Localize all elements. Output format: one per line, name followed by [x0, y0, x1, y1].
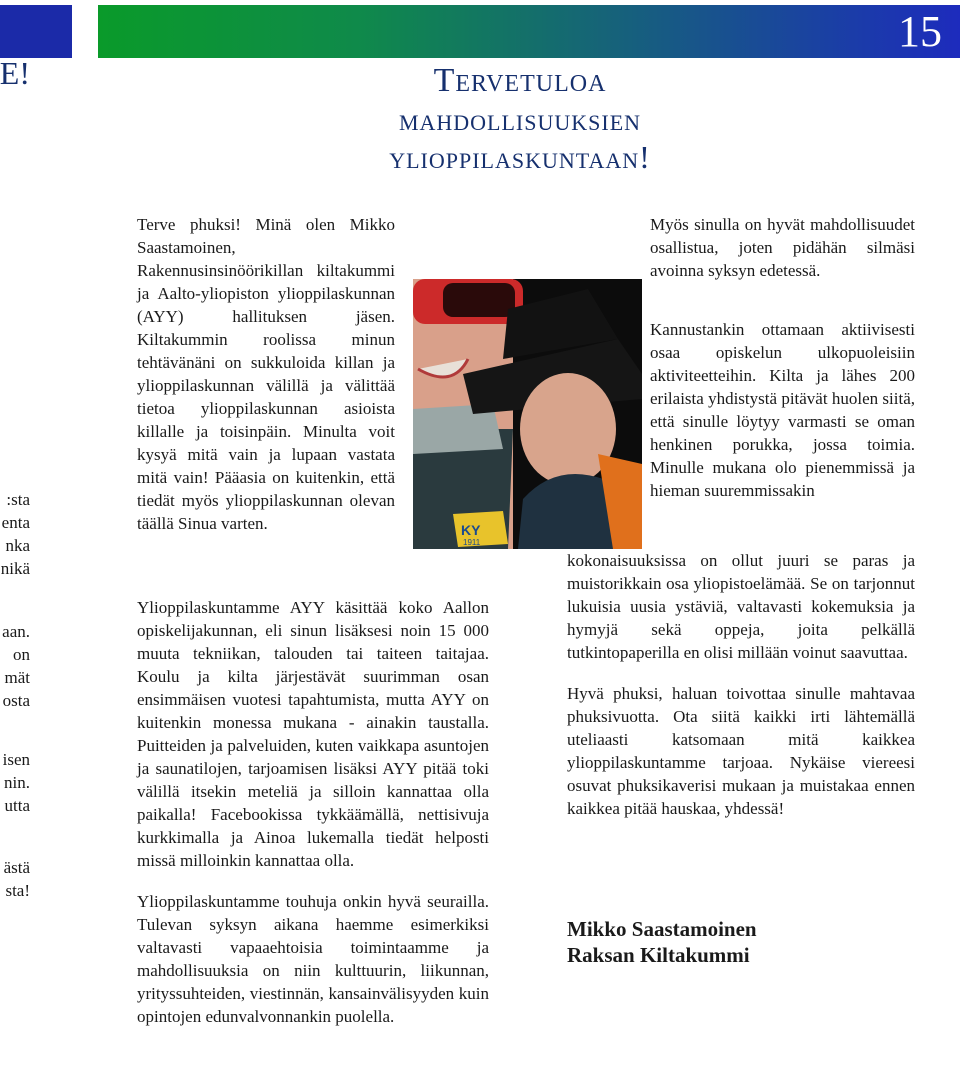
signature-name: Mikko Saastamoinen [567, 917, 757, 941]
title-line: mahdollisuuksien [398, 101, 642, 137]
article-title [340, 62, 700, 176]
adjacent-text-fragment: mät [4, 668, 30, 687]
header-bar [98, 5, 960, 58]
article-paragraph: Ylioppilaskuntamme touhuja onkin hyvä seurailla. Tulevan syksyn aikana haemme esimerkiksi valtavasti vapaaehtoisia toimintaamme ja mahdollisuuksia on niin kulttuurin, liikunnan, yrityssuhteiden, viestinnän, kansainvälisyyden kuin opintojen edunvalvonnankin puolella. [137, 892, 489, 1026]
article-paragraph: Ylioppilaskuntamme AYY käsittää koko Aallon opiskelijakunnan, eli sinun lisäksesi noin 15 000 muuta tekniikan, talouden tai taiteen taitajaa. Koulu ja kilta järjestävät suurimman osan ensimmäisen vuotesi tapahtumista, mutta AYY on kuitenkin monessa mukana - ainakin taustalla. Puitteiden ja palveluiden, kuten vaikkapa asuntojen ja saunatilojen, tarjoamisen lisäksi AYY pitää toki välillä itsekin meteliä ja silloin kannattaa olla paikalla! Facebookissa tykkäämällä, nettisivuja kurkkimalla ja Ainoa lukemalla tiedät helposti missä milloinkin kannattaa olla. [137, 598, 489, 870]
adjacent-text-fragment: aan. [2, 622, 30, 641]
adjacent-text-fragment: nikä [0, 559, 30, 578]
adjacent-text-fragment: sta! [5, 881, 30, 900]
adjacent-text-fragment: :sta [6, 490, 30, 509]
portrait-photo [413, 279, 642, 549]
title-line: Tervetuloa [433, 62, 607, 99]
patch-year: 1911 [463, 538, 481, 547]
adjacent-text-fragment: nin. [4, 773, 30, 792]
patch-text: KY [461, 522, 481, 538]
signature [567, 916, 757, 968]
article-paragraph: Kannustankin ottamaan aktiivisesti osaa opiskelun ulkopuoleisiin aktiviteetteihin. Kilta ja lähes 200 erilaista yhdistystä pitävät huolen siitä, että sinulle löytyy varmasti se oman henkinen porukka, jossa toimia. Minulle mukana olo pienemmissä ja hieman suuremmissakin [650, 320, 915, 500]
adjacent-text-fragment: nka [5, 536, 30, 555]
adjacent-text-fragment: isen [2, 750, 30, 769]
article-paragraph: Hyvä phuksi, haluan toivottaa sinulle mahtavaa phuksivuotta. Ota siitä kaikki irti lähtemällä uteliaasti katsomaan mitä kaikkea ylioppilaskuntamme tarjoaa. Nykäise viereesi osuvat phuksikaverisi mukaan ja muistakaa ennen kaikkea pitää hauskaa, yhdessä! [567, 684, 915, 818]
adjacent-page-edge [0, 0, 34, 1092]
adjacent-text-fragment: on [13, 645, 30, 664]
title-line: ylioppilaskuntaan! [389, 139, 651, 175]
adjacent-page-title-fragment: E! [0, 55, 30, 91]
adjacent-text-fragment: osta [2, 691, 30, 710]
article-right-column [567, 549, 915, 838]
article-right-mid-column [650, 318, 915, 502]
article-paragraph: Terve phuksi! Minä olen Mikko Saastamoinen, Rakennusinsinöörikillan kiltakummi ja Aalto-yliopiston ylioppilaskunnan (AYY) hallituksen jäsen. Kiltakummin roolissa minun tehtävänäni on sukkuloida killan ja ylioppilaskunnan välillä ja välittää tietoa ylioppilaskunnan asioista killalle ja toisinpäin. Minulta voit kysyä mitä vain ja lupaan vastata mitä vain! Pääasia on kuitenkin, että tiedät myös ylioppilaskunnan olevan täällä Sinua varten. [137, 215, 395, 533]
photo-illustration [413, 279, 642, 549]
article-right-top-column [650, 213, 915, 300]
adjacent-text-fragment: ästä [3, 858, 30, 877]
article-paragraph: kokonaisuuksissa on ollut juuri se paras ja muistorikkain osa yliopistoelämää. Se on tarjonnut lukuisia uusia ystäviä, valtavasti kokemuksia ja hymyjä sekä oppeja, joita pelkällä tutkintopaperilla en olisi millään voinut saavuttaa. [567, 551, 915, 662]
article-intro-column [137, 213, 395, 553]
signature-role: Raksan Kiltakummi [567, 943, 750, 967]
adjacent-text-fragment: utta [4, 796, 30, 815]
page-number: 15 [898, 7, 942, 56]
adjacent-text-fragment: enta [1, 513, 30, 532]
article-left-column [137, 596, 489, 1046]
article-paragraph: Myös sinulla on hyvät mahdollisuudet osallistua, joten pidähän silmäsi avoinna syksyn edetessä. [650, 215, 915, 280]
